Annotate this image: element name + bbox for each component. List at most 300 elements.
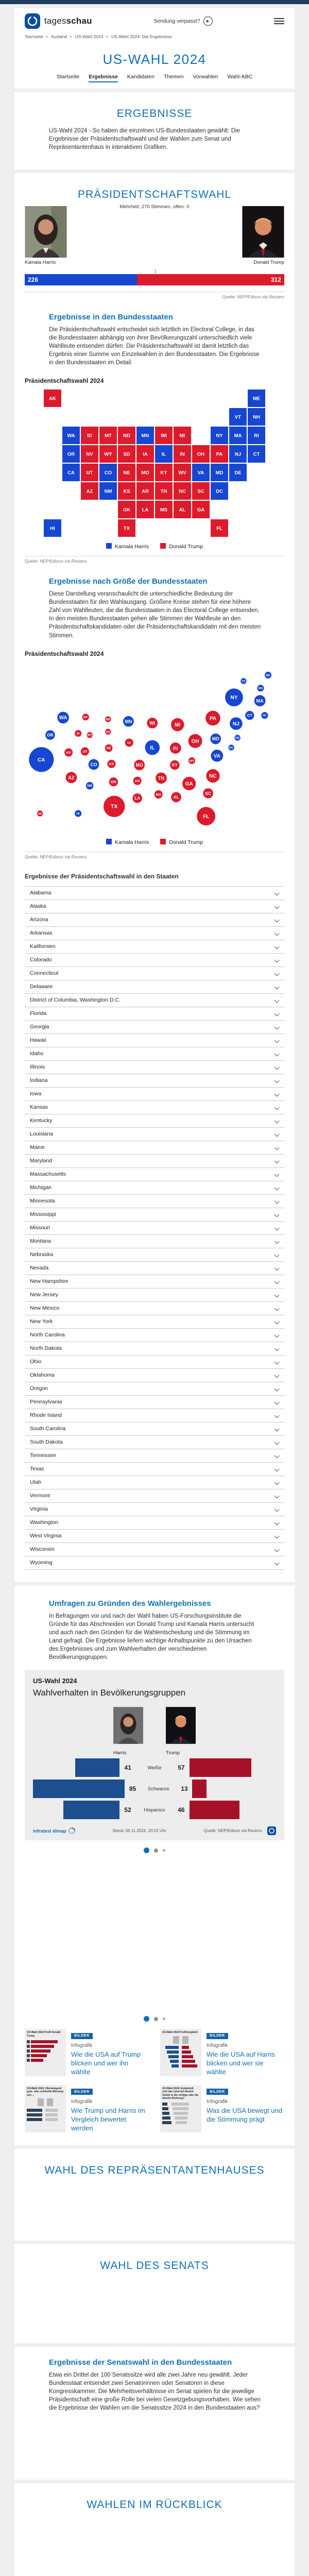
state-accordion-row[interactable] [25,1382,284,1395]
svg-text:TN: TN [158,775,165,781]
state-accordion-row[interactable] [25,1476,284,1489]
svg-text:CO: CO [104,470,112,476]
svg-text:GA: GA [185,781,193,787]
state-accordion-row[interactable] [25,993,284,1007]
carousel-dot-3[interactable] [163,2018,165,2020]
state-accordion-row[interactable] [25,1275,284,1288]
chevron-down-icon [274,1506,280,1512]
state-tile-TX [118,519,135,537]
state-accordion-row[interactable] [25,886,284,900]
praesidentschaftswahl-card [14,173,295,1582]
svg-text:MA: MA [234,433,242,439]
state-tile-AK [44,389,61,407]
state-tile-NM [99,482,117,500]
teaser-kicker: Infografik [207,2043,228,2049]
svg-text:NV: NV [86,451,93,457]
carousel-dot-2[interactable] [154,1849,158,1853]
carousel-dot-1[interactable] [144,2016,149,2022]
svg-text:IL: IL [161,451,166,457]
chevron-down-icon [274,1413,280,1418]
chevron-down-icon [274,1279,280,1284]
state-bubble-WI [147,718,158,728]
state-bubble-WV [188,757,195,764]
majority-label: Mehrheit: 270 Stimmen, offen: 0 [119,204,190,210]
infografik-title: Wahlverhalten in Bevölkerungsgruppen [33,1688,186,1698]
state-accordion-label: Kentucky [30,1117,53,1124]
harris-photo [25,206,67,258]
svg-text:KS: KS [123,488,130,495]
tab-startseite[interactable]: Startseite [56,74,80,80]
state-bubble-DE [234,735,240,740]
state-accordion-label: South Carolina [30,1426,66,1432]
tab-vorwahlen[interactable]: Vorwahlen [193,74,218,80]
state-tile-CA [62,464,80,481]
senatswahl-card [14,2347,295,2480]
breadcrumb-item[interactable]: Ausland [51,34,67,39]
state-accordion-row[interactable] [25,1368,284,1382]
ard-top-bar [0,0,309,4]
demographic-chart [33,1758,276,1819]
state-accordion-label: Iowa [30,1091,42,1097]
svg-text:DE: DE [235,736,240,740]
electoral-college-bar [25,274,284,285]
chevron-down-icon [274,944,280,949]
state-accordion-row[interactable] [25,1060,284,1074]
teaser-badge: BILDER [207,2033,228,2039]
svg-text:MI: MI [179,433,185,439]
svg-text:NM: NM [104,488,112,495]
state-bubble-TN [156,772,167,784]
svg-text:MS: MS [160,507,168,513]
state-accordion-row[interactable] [25,1355,284,1368]
svg-text:NY: NY [230,694,238,701]
state-bubble-CT [245,711,254,720]
state-accordion-label: Ohio [30,1359,42,1365]
infratest-donut-icon [67,1826,76,1836]
carousel-dots [25,2016,284,2022]
svg-text:KY: KY [160,470,167,476]
svg-text:NE: NE [106,746,111,750]
state-bubble-VT [241,678,246,684]
state-accordion-row[interactable] [25,1502,284,1516]
chevron-down-icon [274,1024,280,1029]
trump-bar: 312 [137,274,284,285]
svg-text:ND: ND [123,433,130,439]
state-accordion-row[interactable] [25,1315,284,1328]
states-accordion [25,886,284,1570]
state-accordion-label: Kalifornien [30,943,56,950]
state-accordion-label: Wyoming [30,1560,53,1566]
state-accordion-row[interactable] [25,1141,284,1154]
harris-value: 41 [124,1764,131,1772]
state-accordion-label: Massachusetts [30,1171,66,1178]
state-accordion-row[interactable] [25,1047,284,1060]
repraesentantenhaus-card [14,2149,295,2241]
trump-bar-cell [190,1801,276,1819]
chevron-down-icon [274,997,280,1003]
sendung-verpasst-label: Sendung verpasst? [153,18,200,24]
state-bubble-CA [29,747,54,772]
state-bubble-IL [145,740,160,755]
menu-icon[interactable] [274,18,284,25]
teaser-title[interactable]: Was die USA bewegt und die Stimmung prägt [207,2106,282,2123]
chevron-down-icon [274,971,280,976]
state-accordion-row[interactable] [25,1422,284,1435]
state-accordion-label: Nebraska [30,1251,53,1258]
state-tile-SD [118,445,135,463]
carousel-dot-2[interactable] [154,2017,158,2021]
state-tile-DC [211,482,228,500]
state-bubble-FL [197,807,215,825]
chevron-down-icon [274,1386,280,1391]
state-accordion-row[interactable] [25,1114,284,1127]
state-accordion-label: Vermont [30,1493,50,1499]
state-accordion-row[interactable] [25,1261,284,1275]
state-bubble-SD [105,728,111,734]
state-accordion-row[interactable] [25,1328,284,1342]
svg-text:NC: NC [179,488,186,495]
state-tile-NH [248,408,265,426]
svg-text:OR: OR [67,451,75,457]
chart-label-map: Präsidentschaftswahl 2024 [25,377,104,385]
state-tile-GA [192,501,210,518]
state-accordion-row[interactable] [25,1100,284,1114]
svg-text:KY: KY [171,762,178,768]
state-bubble-MD [210,733,221,744]
state-bubble-TX [104,795,125,817]
state-accordion-row[interactable] [25,1489,284,1502]
teaser-thumb-chart [162,2103,199,2125]
teaser-card[interactable] [25,2029,149,2077]
state-accordion-label: Delaware [30,984,53,990]
state-bubble-MI [171,718,184,731]
heading-groesse: Ergebnisse nach Größe der Bundesstaaten [49,577,208,586]
state-tile-OR [62,445,80,463]
state-tile-MI [174,427,191,444]
harris-bar [33,1780,125,1798]
sendung-verpasst-link[interactable] [153,16,212,26]
svg-text:AZ: AZ [86,488,93,495]
carousel-dot-3[interactable] [163,1849,165,1852]
chevron-down-icon [274,1453,280,1458]
state-accordion-row[interactable] [25,1127,284,1141]
brand-name: tagesschau [44,16,92,26]
state-accordion-row[interactable] [25,967,284,980]
teaser-thumb-chart [27,2040,64,2062]
svg-text:TX: TX [123,526,130,532]
state-accordion-row[interactable] [25,1248,284,1261]
svg-text:OH: OH [191,738,199,744]
teaser-thumbnail [160,2085,201,2132]
state-accordion-row[interactable] [25,1208,284,1221]
carousel-dot-1[interactable] [144,1848,149,1853]
heading-senatswahl: Ergebnisse der Senatswahl in den Bundesstaaten [49,2358,232,2367]
harris-small-label: Harris [113,1750,127,1756]
svg-text:CT: CT [253,451,260,457]
tab-wahlabc[interactable]: Wahl-ABC [227,74,253,80]
state-tile-MO [136,464,154,481]
state-tile-NY [211,427,228,444]
state-accordion-label: Maryland [30,1158,53,1164]
state-accordion-row[interactable] [25,1181,284,1194]
state-tile-ID [81,427,98,444]
svg-text:VT: VT [242,680,246,683]
trump-small-label: Trump [166,1750,180,1756]
state-tile-IA [136,445,154,463]
state-tile-MT [99,427,117,444]
tagesschau-logo-icon [25,13,40,29]
state-bubble-IN [170,742,181,754]
state-tile-WV [174,464,191,481]
svg-text:WI: WI [161,433,167,439]
state-tile-NV [81,445,98,463]
state-accordion-row[interactable] [25,1288,284,1301]
state-accordion-label: Arizona [30,917,48,923]
svg-text:MA: MA [256,698,264,703]
svg-text:IL: IL [150,745,155,751]
state-accordion-row[interactable] [25,1462,284,1476]
svg-text:IN: IN [173,745,178,751]
state-accordion-row[interactable] [25,980,284,993]
senatswahl-text: Etwa ein Drittel der 100 Senatssitze wird alle zwei Jahre neu gewählt. Jeder Bundesstaat entsendet zwei Senatorinnen oder Senatoren in diese Kongresskammer. Die Mehrheitsverhältnisse im Senat spielen für die jeweilige Präsidentschaft eine große Rolle bei vielen Gesetzgebungsvorhaben. Wie sehen die Ergebnisse der Wahlen um die Senatssitze 2024 in den Bundesstaaten aus? [49,2371,261,2411]
state-accordion-row[interactable] [25,1342,284,1355]
infografik-wahlverhalten [25,1670,284,1840]
state-accordion-row[interactable] [25,926,284,940]
infratest-dimap-logo: infratest dimap [33,1827,75,1834]
heading-umfragen: Umfragen zu Gründen des Wahlergebnisses [49,1599,211,1608]
state-accordion-label: Wisconsin [30,1546,55,1553]
tagesschau-logo[interactable] [25,13,92,29]
state-bubble-MN [123,716,134,726]
page-title: US-WAHL 2024 [102,52,207,67]
teaser-card[interactable] [25,2085,149,2133]
svg-text:SD: SD [123,451,130,457]
teaser-kicker: Infografik [207,2098,228,2105]
svg-text:MT: MT [83,716,88,719]
chevron-down-icon [274,1198,280,1204]
state-tile-NE [118,464,135,481]
svg-text:IA: IA [143,451,148,457]
state-tile-RI [248,427,265,444]
state-tile-OK [118,501,135,518]
play-icon: ▶ [203,16,213,26]
breadcrumb-separator-icon: ▸ [106,35,109,39]
teaser-text [207,2085,284,2133]
svg-text:CA: CA [38,757,45,763]
state-accordion-label: Kansas [30,1104,48,1111]
state-tile-IN [174,445,191,463]
state-accordion-row[interactable] [25,1234,284,1248]
infografik-kicker: US-Wahl 2024 [33,1677,77,1685]
teaser-card[interactable] [160,2029,284,2077]
state-bubble-UT [81,747,89,755]
svg-text:MS: MS [156,792,161,796]
map-legend [25,543,284,550]
state-tile-HI [44,519,61,537]
svg-text:WI: WI [149,720,156,726]
state-bubble-DC [228,744,234,750]
ergebnisse-text: US-Wahl 2024 - So haben die einzelnen US-Bundesstaaten gewählt: Die Ergebnisse der Präsidentschaftswahl und der Wahlen zum Senat und Repräsentantenhaus in interaktiven Grafiken. [49,128,240,150]
svg-text:SD: SD [106,730,110,734]
harris-value: 85 [129,1785,136,1793]
state-bubble-ND [105,716,111,722]
breadcrumb-item[interactable]: Startseite [25,34,43,39]
state-tile-MS [155,501,173,518]
teaser-thumbnail [25,2029,66,2076]
state-accordion-label: West Virginia [30,1533,62,1539]
chevron-down-icon [274,1560,280,1565]
harris-bar [75,1758,119,1777]
source-note: Quelle: NEP/Edison via Reuters [25,852,284,859]
state-accordion-row[interactable] [25,1516,284,1529]
svg-text:OH: OH [197,451,205,457]
state-bubble-WA [57,711,69,723]
tab-themen[interactable]: Themen [163,74,184,80]
state-accordion-row[interactable] [25,1221,284,1234]
state-accordion-row[interactable] [25,1007,284,1020]
state-accordion-row[interactable] [25,913,284,926]
state-tile-VT [229,408,247,426]
teaser-kicker: Infografik [71,2098,93,2105]
state-accordion-label: North Carolina [30,1332,65,1338]
svg-text:HI: HI [76,812,80,816]
svg-text:HI: HI [50,526,55,532]
harris-small-photo [113,1705,143,1756]
state-accordion-row[interactable] [25,1167,284,1181]
chevron-down-icon [274,1105,280,1110]
harris-name: Kamala Harris [25,259,56,265]
svg-text:WY: WY [104,451,112,457]
state-accordion-row[interactable] [25,1033,284,1047]
state-tile-CT [248,445,265,463]
state-accordion-row[interactable] [25,1543,284,1556]
harris-bar-cell [33,1801,119,1819]
accordion-title: Ergebnisse der Präsidentschaftswahl in den Staaten [25,872,179,880]
breadcrumb-item[interactable]: US-Wahl 2024 [75,34,104,39]
harris-bar-cell [33,1780,125,1798]
state-accordion-row[interactable] [25,1087,284,1100]
state-accordion-row[interactable] [25,900,284,913]
breadcrumb-item[interactable]: US-Wahl 2024: Die Ergebnisse [111,34,172,39]
svg-text:MD: MD [212,736,219,741]
svg-text:ID: ID [87,433,92,439]
state-accordion-row[interactable] [25,1154,284,1167]
state-bubble-MA [254,695,266,706]
teaser-badge: BILDER [71,2089,93,2095]
state-bubble-NM [86,782,94,789]
state-bubble-CO [89,759,99,770]
chevron-down-icon [274,1051,280,1056]
chevron-down-icon [274,1118,280,1123]
svg-text:SC: SC [197,488,204,495]
teaser-title[interactable]: Wie die USA auf Trump blicken und wer ihn wählte [71,2050,141,2076]
trump-bar [192,1780,206,1798]
teaser-badge: BILDER [71,2033,93,2039]
svg-text:LA: LA [142,507,149,513]
tab-kandidaten[interactable]: Kandidaten [127,74,154,80]
state-accordion-row[interactable] [25,1074,284,1087]
state-accordion-row[interactable] [25,940,284,953]
svg-text:DE: DE [234,470,242,476]
electoral-college-header [25,204,284,272]
state-accordion-label: Pennsylvania [30,1399,62,1405]
chevron-down-icon [274,1145,280,1150]
state-bubble-KY [170,760,180,770]
teaser-title[interactable]: Wie Trump und Harris im Vergleich bewertet werden [71,2106,145,2132]
state-tile-MD [211,464,228,481]
svg-text:NH: NH [253,414,260,420]
state-accordion-row[interactable] [25,1449,284,1462]
heading-bundesstaaten: Ergebnisse in den Bundesstaaten [49,312,173,321]
tab-bar [14,74,295,89]
breadcrumb-separator-icon: ▸ [70,35,72,39]
state-accordion-row[interactable] [25,1529,284,1543]
svg-text:ME: ME [252,396,261,402]
teaser-text [71,2085,149,2133]
breadcrumb-separator-icon: ▸ [46,35,48,39]
state-bubble-NE [105,744,113,752]
trump-bar-cell [192,1780,276,1798]
state-bubble-NV [64,748,73,756]
harris-bar [63,1801,119,1819]
tab-ergebnisse[interactable]: Ergebnisse [89,74,118,82]
svg-text:MI: MI [175,722,181,728]
state-accordion-label: Washington [30,1519,59,1526]
svg-text:MN: MN [141,433,149,439]
trump-small-photo [166,1705,196,1756]
state-bubble-WY [87,732,92,738]
trump-value: 13 [181,1785,188,1793]
state-tile-WY [99,445,117,463]
state-bubble-NJ [230,717,243,730]
state-accordion-row[interactable] [25,1301,284,1315]
state-bubble-ME [265,671,271,678]
teaser-grid [25,2029,284,2132]
state-accordion-label: Florida [30,1010,47,1017]
chevron-down-icon [274,1332,280,1337]
harris-value: 52 [124,1806,131,1814]
state-accordion-row[interactable] [25,1435,284,1449]
state-bubble-OH [188,734,202,748]
state-accordion-row[interactable] [25,1409,284,1422]
state-accordion-row[interactable] [25,1194,284,1208]
state-accordion-label: New York [30,1318,53,1325]
state-accordion-row[interactable] [25,1020,284,1033]
state-accordion-row[interactable] [25,953,284,967]
state-accordion-label: Maine [30,1144,45,1151]
svg-text:VA: VA [197,470,204,476]
chevron-down-icon [274,1158,280,1163]
svg-text:MT: MT [105,433,112,439]
chevron-down-icon [274,890,280,895]
chevron-down-icon [274,1439,280,1445]
teaser-thumb-caption: US-Wahl 2024: Entwickelt sich das Land auf diesem Gebiet in die richtige oder die falsche Richtung? [162,2087,199,2100]
state-accordion-row[interactable] [25,1556,284,1569]
state-tile-WI [155,427,173,444]
svg-text:NC: NC [209,773,217,779]
teaser-card[interactable] [160,2085,284,2133]
state-accordion-row[interactable] [25,1395,284,1409]
state-tile-MA [229,427,247,444]
state-bubble-NH [257,685,264,691]
svg-text:AR: AR [142,488,149,495]
state-accordion-label: Connecticut [30,970,59,977]
state-bubble-IA [125,738,133,747]
state-accordion-label: Arkansas [30,930,53,937]
teaser-title[interactable]: Wie die USA auf Harris blicken und wer sie wählte [207,2050,275,2076]
state-tile-UT [81,464,98,481]
section-title-repraesentantenhaus: WAHL DES REPRÄSENTANTENHAUSES [44,2164,265,2176]
